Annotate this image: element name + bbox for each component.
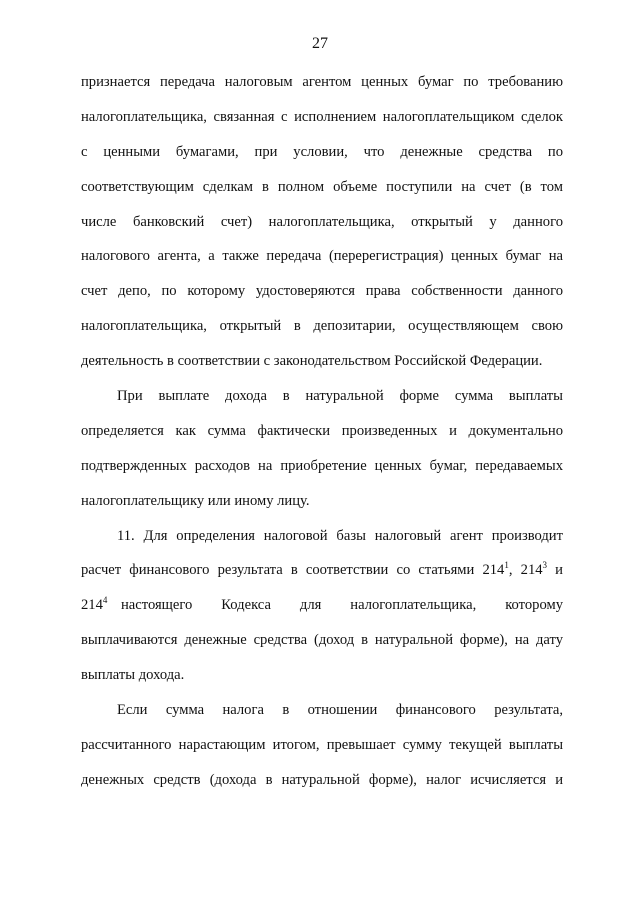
text-line: числе банковский счет) налогоплательщика, открытый у данного <box>81 213 563 230</box>
text-line-part: и <box>547 562 563 579</box>
text-line-with-article-refs <box>81 553 563 588</box>
text-line-part: расчет финансового результата в соответствии со статьями 214 <box>81 562 505 579</box>
article-number: 214 <box>81 597 103 614</box>
text-line: налогоплательщика, связанная с исполнением налогоплательщиком сделок <box>81 108 563 125</box>
text-line: подтвержденных расходов на приобретение ценных бумаг, передаваемых <box>81 457 563 474</box>
superscript: 3 <box>542 560 548 571</box>
page-number: 27 <box>312 35 328 52</box>
document-body <box>81 65 563 798</box>
text-line: выплачиваются денежные средства (доход в натуральной форме), на дату <box>81 632 563 649</box>
article-ref <box>81 588 121 623</box>
text-line: соответствующим сделкам в полном объеме поступили на счет (в том <box>81 178 563 195</box>
text-line: с ценными бумагами, при условии, что денежные средства по <box>81 143 563 160</box>
text-line-part: настоящего Кодекса для налогоплательщика, которому <box>121 597 563 614</box>
text-line: 11. Для определения налоговой базы налоговый агент производит <box>117 527 563 544</box>
text-line: налогоплательщику или иному лицу. <box>81 492 310 509</box>
text-line: рассчитанного нарастающим итогом, превышает сумму текущей выплаты <box>81 736 563 753</box>
text-line: признается передача налоговым агентом ценных бумаг по требованию <box>81 74 563 90</box>
superscript: 4 <box>102 595 108 606</box>
text-line: налогоплательщика, открытый в депозитарии, осуществляющем свою <box>81 318 563 335</box>
text-line: Если сумма налога в отношении финансового результата, <box>117 702 563 719</box>
text-line: налогового агента, а также передача (перерегистрация) ценных бумаг на <box>81 248 563 265</box>
superscript: 1 <box>504 560 509 571</box>
text-line: определяется как сумма фактически произведенных и документально <box>81 422 563 439</box>
paragraph-4 <box>81 693 563 798</box>
text-line: счет депо, по которому удостоверяются права собственности данного <box>81 283 563 300</box>
paragraph-1 <box>81 65 563 379</box>
paragraph-2 <box>81 379 563 519</box>
text-line-with-article-ref <box>81 588 563 623</box>
text-line: денежных средств (дохода в натуральной форме), налог исчисляется и <box>81 771 563 788</box>
text-line: выплаты дохода. <box>81 667 185 684</box>
text-line: При выплате дохода в натуральной форме сумма выплаты <box>117 388 563 405</box>
text-line-part: , 214 <box>508 562 543 579</box>
paragraph-3 <box>81 519 563 693</box>
text-line: деятельность в соответствии с законодательством Российской Федерации. <box>81 353 543 370</box>
